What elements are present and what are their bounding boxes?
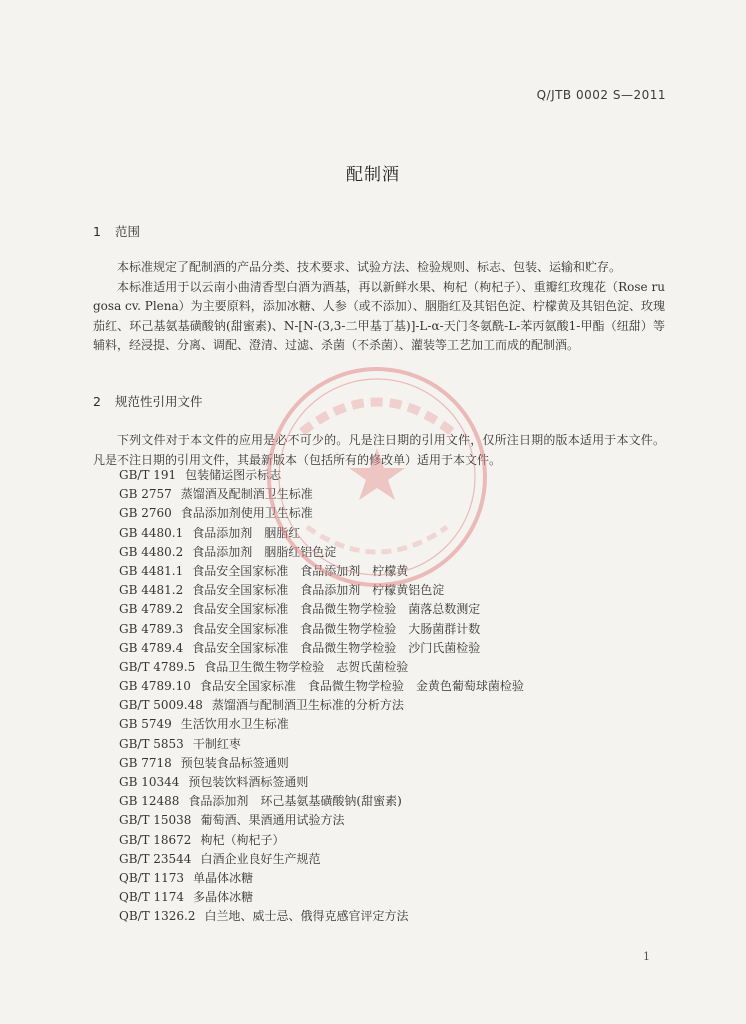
reference-title: 葡萄酒、果酒通用试验方法 xyxy=(200,813,345,828)
reference-title: 蒸馏酒与配制酒卫生标准的分析方法 xyxy=(211,698,404,713)
page-number: 1 xyxy=(643,950,650,963)
reference-item xyxy=(119,907,524,926)
reference-title: 食品添加剂 环己基氨基磺酸钠(甜蜜素) xyxy=(188,794,402,809)
reference-title: 食品安全国家标准 食品添加剂 柠檬黄 xyxy=(192,563,409,578)
reference-item xyxy=(119,715,524,734)
reference-code: GB 4789.4 xyxy=(119,640,184,655)
reference-item xyxy=(119,696,524,715)
reference-code: QB/T 1326.2 xyxy=(119,909,196,924)
reference-code: GB/T 23544 xyxy=(119,851,192,866)
section-2-heading xyxy=(93,392,203,410)
reference-title: 预包装食品标签通则 xyxy=(180,755,289,770)
reference-item xyxy=(119,754,524,773)
reference-item xyxy=(119,639,524,658)
reference-code: GB 2757 xyxy=(119,487,172,502)
reference-code: GB/T 191 xyxy=(119,468,177,482)
reference-title: 枸杞（枸杞子） xyxy=(200,832,285,847)
reference-title: 包装储运图示标志 xyxy=(185,468,282,482)
reference-item xyxy=(119,562,524,581)
reference-code: GB/T 4789.5 xyxy=(119,659,196,674)
document-title: 配制酒 xyxy=(346,165,400,185)
reference-code: GB 4789.10 xyxy=(119,679,191,694)
reference-item xyxy=(119,620,524,639)
reference-code: GB 12488 xyxy=(119,794,180,809)
reference-item xyxy=(119,504,524,523)
reference-code: GB 4480.2 xyxy=(119,544,184,559)
reference-code: GB 4481.2 xyxy=(119,583,184,598)
reference-item xyxy=(119,850,524,869)
section-1-number: 1 xyxy=(93,224,101,239)
section-2-title: 规范性引用文件 xyxy=(115,394,203,409)
reference-item xyxy=(119,831,524,850)
reference-item xyxy=(119,869,524,888)
section-1-title: 范围 xyxy=(115,224,141,239)
reference-title: 生活饮用水卫生标准 xyxy=(180,717,289,732)
section-1-paragraph-2: 本标准适用于以云南小曲清香型白酒为酒基，再以新鲜水果、枸杞（枸杞子）、重瓣红玫瑰花（Rose rugosa cv. Plena）为主要原料，添加冰糖、人参（或不添加）、胭脂红及其铝色淀、柠檬黄及其铝色淀、玫瑰茄红、环己基氨基磺酸钠(甜蜜素)、N-[N-(3,3-二甲基丁基)]-L-α-天门冬氨酰-L-苯丙氨酸1-甲酯（纽甜）等辅料，经浸提、分离、调配、澄清、过滤、杀菌（不杀菌）、灌装等工艺加工而成的配制酒。 xyxy=(93,279,665,352)
reference-title: 白兰地、威士忌、俄得克感官评定方法 xyxy=(204,909,409,924)
reference-code: GB 4789.3 xyxy=(119,621,184,636)
reference-item xyxy=(119,811,524,830)
reference-title: 食品添加剂 胭脂红 xyxy=(192,525,301,540)
reference-code: GB 2760 xyxy=(119,506,172,521)
reference-code: GB 5749 xyxy=(119,717,172,732)
reference-code: GB 10344 xyxy=(119,775,180,789)
reference-code: GB 4481.1 xyxy=(119,563,184,578)
reference-code: GB/T 5009.48 xyxy=(119,698,203,713)
reference-item xyxy=(119,735,524,754)
section-1-paragraph-1: 本标准规定了配制酒的产品分类、技术要求、试验方法、检验规则、标志、包装、运输和贮存。 xyxy=(117,260,622,274)
reference-code: GB/T 5853 xyxy=(119,736,184,751)
section-1-heading xyxy=(93,222,140,240)
reference-item xyxy=(119,543,524,562)
reference-list xyxy=(119,466,524,927)
document-code: Q/JTB 0002 S—2011 xyxy=(536,88,666,102)
reference-title: 食品安全国家标准 食品添加剂 柠檬黄铝色淀 xyxy=(192,583,445,598)
reference-item xyxy=(119,485,524,504)
reference-code: QB/T 1174 xyxy=(119,890,185,905)
reference-title: 多晶体冰糖 xyxy=(193,890,254,905)
reference-title: 蒸馏酒及配制酒卫生标准 xyxy=(180,487,313,502)
section-2-intro-text: 下列文件对于本文件的应用是必不可少的。凡是注日期的引用文件，仅所注日期的版本适用于本文件。凡是不注日期的引用文件，其最新版本（包括所有的修改单）适用于本文件。 xyxy=(93,433,665,467)
reference-item xyxy=(119,792,524,811)
section-2-number: 2 xyxy=(93,394,101,409)
reference-title: 白酒企业良好生产规范 xyxy=(200,851,321,866)
reference-code: GB 4789.2 xyxy=(119,602,184,617)
reference-title: 食品添加剂使用卫生标准 xyxy=(180,506,313,521)
reference-code: GB 7718 xyxy=(119,755,172,770)
reference-item xyxy=(119,524,524,543)
reference-item xyxy=(119,581,524,600)
reference-title: 干制红枣 xyxy=(192,736,241,751)
reference-item xyxy=(119,773,524,792)
reference-item xyxy=(119,600,524,619)
reference-code: GB/T 18672 xyxy=(119,832,192,847)
reference-item xyxy=(119,466,524,485)
section-2-intro xyxy=(93,431,665,470)
reference-title: 食品安全国家标准 食品微生物学检验 沙门氏菌检验 xyxy=(192,640,481,655)
reference-item xyxy=(119,658,524,677)
reference-title: 食品安全国家标准 食品微生物学检验 大肠菌群计数 xyxy=(192,621,481,636)
reference-title: 食品安全国家标准 食品微生物学检验 金黄色葡萄球菌检验 xyxy=(199,679,524,694)
reference-code: GB/T 15038 xyxy=(119,813,192,828)
reference-item xyxy=(119,677,524,696)
reference-item xyxy=(119,888,524,907)
reference-title: 食品卫生微生物学检验 志贺氏菌检验 xyxy=(204,659,409,674)
reference-title: 食品添加剂 胭脂红铝色淀 xyxy=(192,544,337,559)
reference-code: GB 4480.1 xyxy=(119,525,184,540)
section-1-body xyxy=(93,258,665,356)
reference-title: 单晶体冰糖 xyxy=(193,870,254,885)
reference-title: 预包装饮料酒标签通则 xyxy=(188,775,309,789)
reference-title: 食品安全国家标准 食品微生物学检验 菌落总数测定 xyxy=(192,602,481,617)
reference-code: QB/T 1173 xyxy=(119,870,185,885)
